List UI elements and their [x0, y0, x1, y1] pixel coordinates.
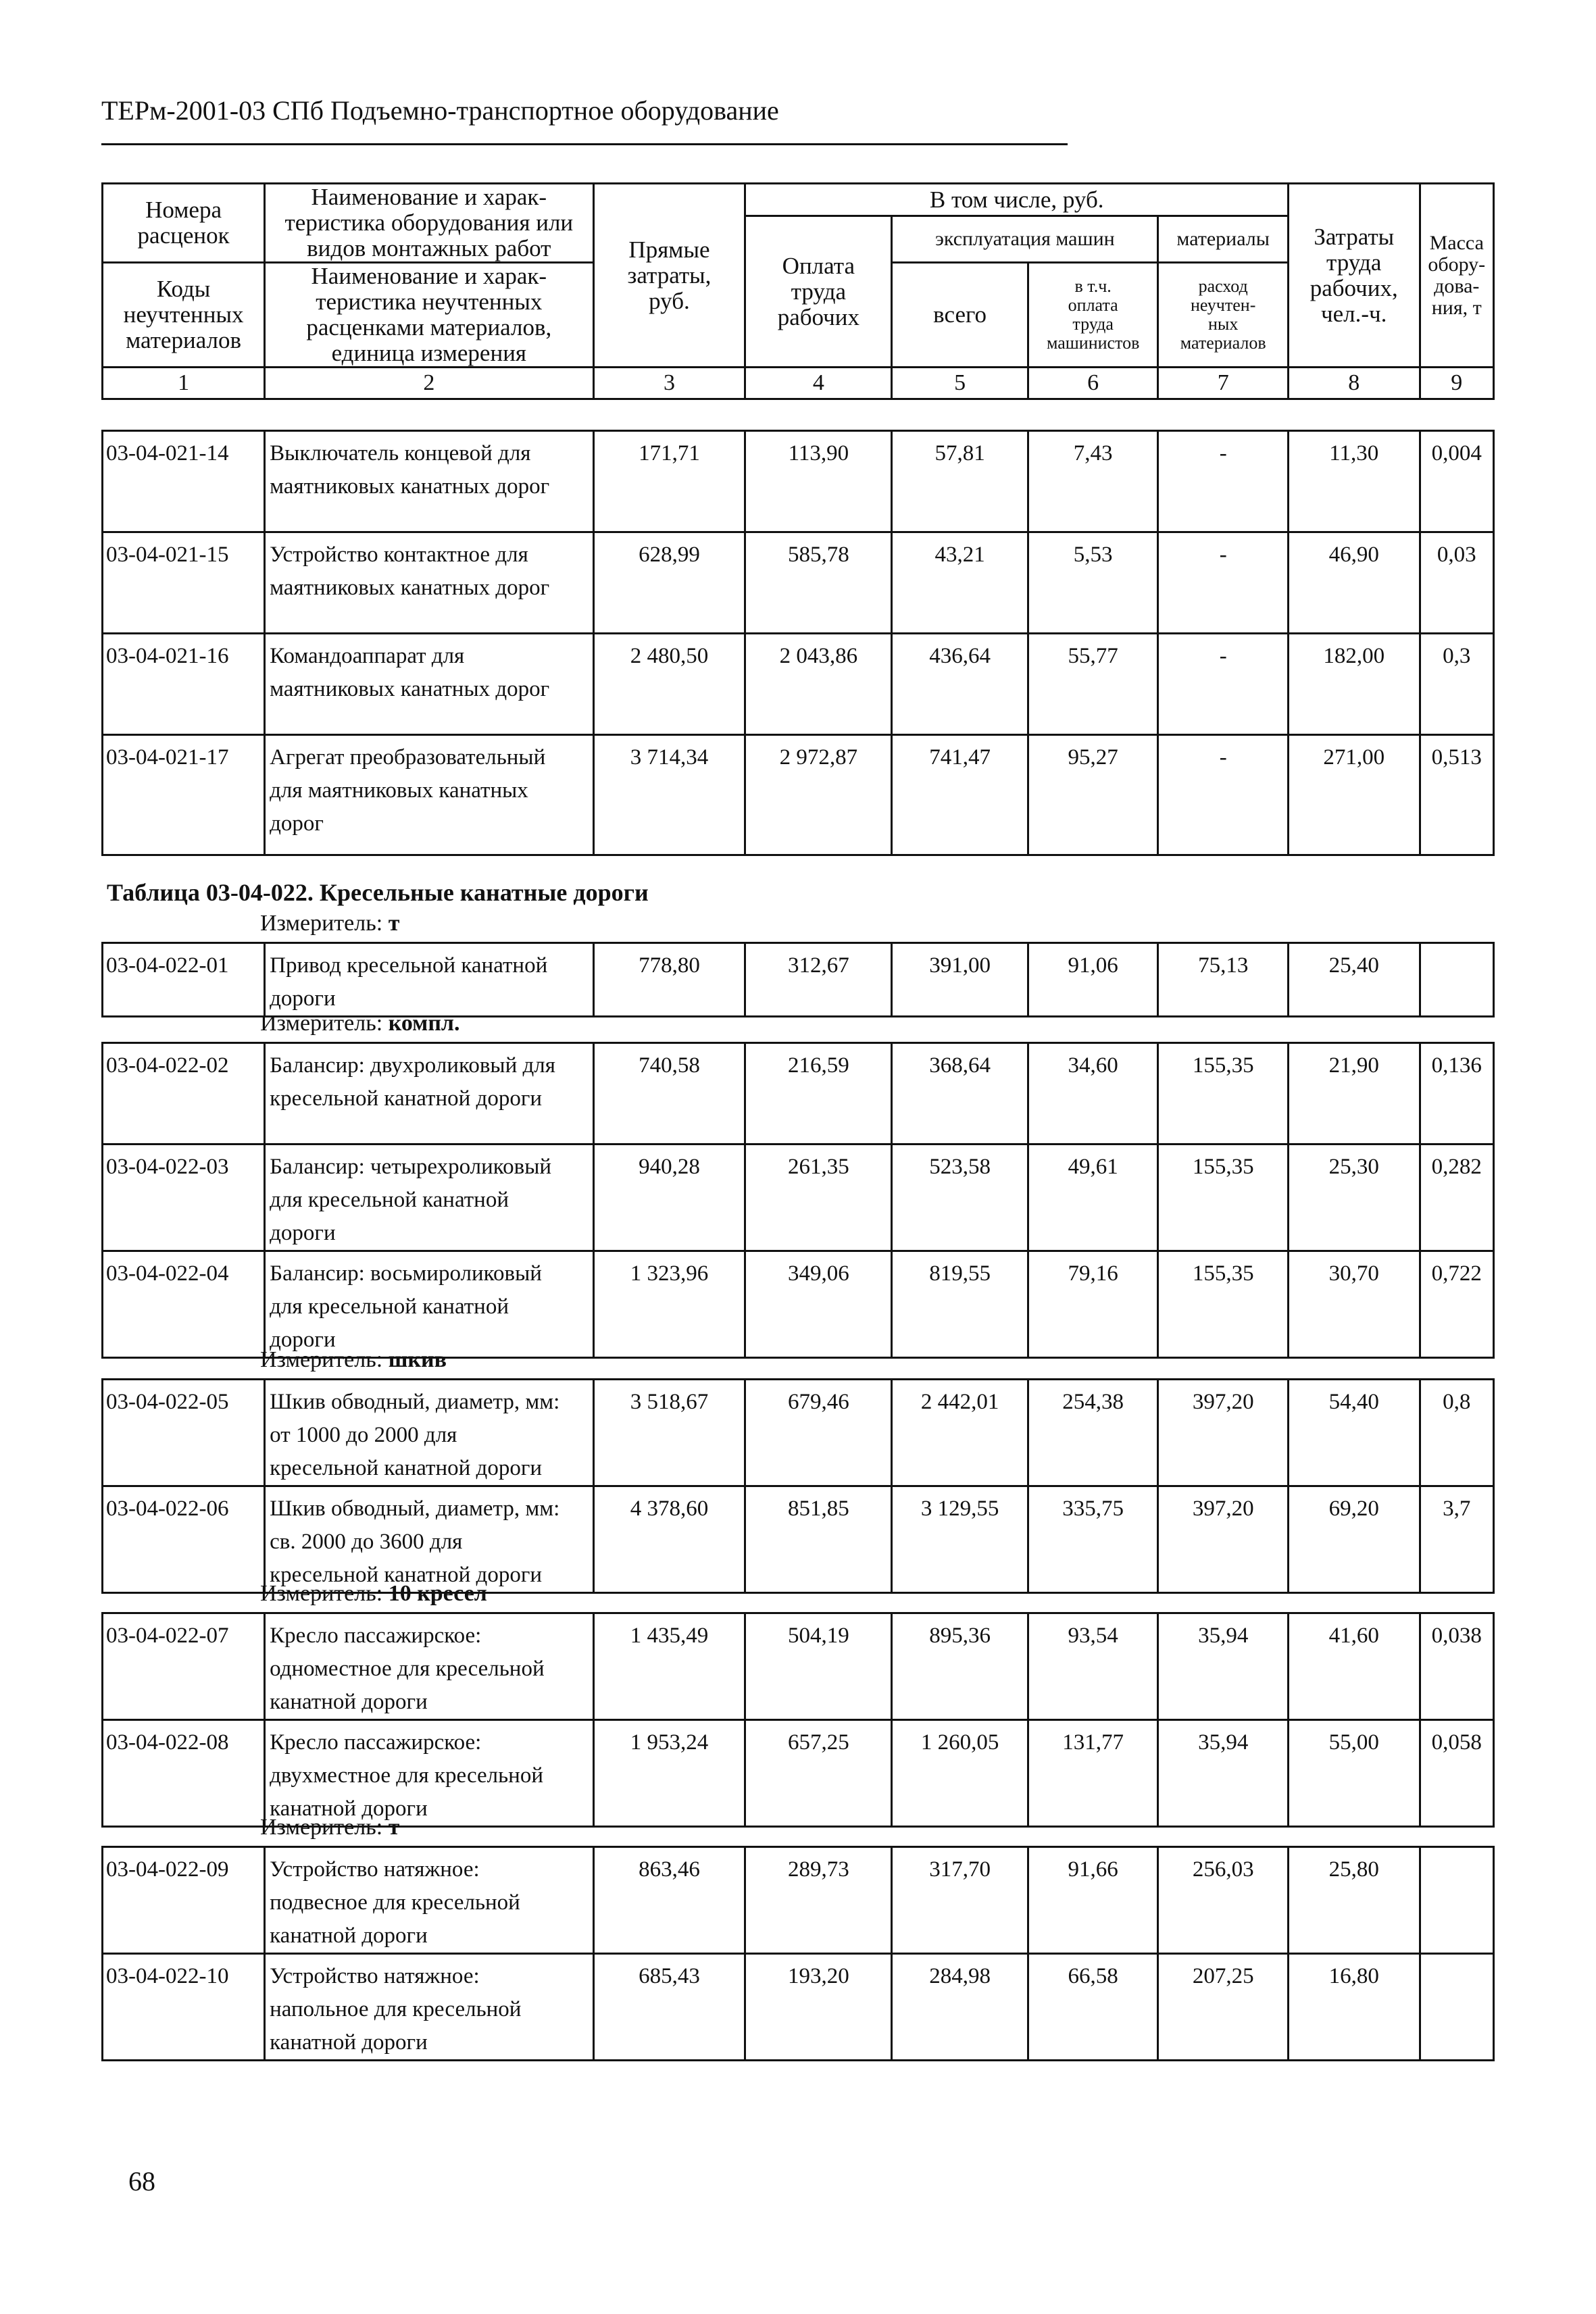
- equipment-mass-cell: 0,513: [1420, 735, 1494, 855]
- table-row: [103, 1954, 1494, 2061]
- machinist-pay-cell: 66,58: [1028, 1954, 1158, 2061]
- rate-name-line: подвесное для кресельной: [270, 1890, 520, 1915]
- header-text-line: Номера: [145, 197, 222, 223]
- materials-cell: 256,03: [1158, 1847, 1289, 1954]
- header-text-line: машинистов: [1046, 333, 1140, 353]
- header-text-line: Наименование и харак-: [311, 263, 547, 289]
- header-text-line: материалов: [126, 327, 242, 353]
- rate-name-line: Шкив обводный, диаметр, мм:: [270, 1390, 560, 1414]
- direct-cost-cell: 1 435,49: [593, 1613, 745, 1720]
- rate-name-cell: [265, 1720, 593, 1827]
- labor-hours-cell: 25,40: [1288, 943, 1420, 1017]
- header-col3: [593, 184, 745, 368]
- table-row: [103, 1720, 1494, 1827]
- rate-name-line: канатной дороги: [270, 1690, 428, 1714]
- header-group-label: В том числе, руб.: [745, 184, 1289, 216]
- header-text-line: Наименование и харак-: [311, 184, 547, 210]
- rate-name-line: дороги: [270, 1328, 336, 1352]
- labor-hours-cell: 271,00: [1288, 735, 1420, 855]
- labor-pay-cell: 679,46: [745, 1380, 892, 1486]
- machines-total-cell: 368,64: [892, 1043, 1028, 1145]
- machines-total-cell: 317,70: [892, 1847, 1028, 1954]
- rate-code-cell: 03-04-022-07: [103, 1613, 265, 1720]
- rate-name-line: канатной дороги: [270, 1923, 428, 1948]
- machines-total-cell: 2 442,01: [892, 1380, 1028, 1486]
- header-number: 8: [1288, 368, 1420, 399]
- direct-cost-cell: 1 953,24: [593, 1720, 745, 1827]
- header-text-line: Масса: [1429, 231, 1484, 254]
- machines-total-cell: 741,47: [892, 735, 1028, 855]
- direct-cost-cell: 3 714,34: [593, 735, 745, 855]
- header-text-line: видов монтажных работ: [307, 235, 551, 261]
- header-text-line: неучтен-: [1191, 295, 1256, 315]
- direct-cost-cell: 4 378,60: [593, 1486, 745, 1593]
- labor-pay-cell: 349,06: [745, 1251, 892, 1358]
- rates-table-021: [101, 430, 1495, 856]
- equipment-mass-cell: 3,7: [1420, 1486, 1494, 1593]
- rates-table-group-t: [101, 942, 1495, 1017]
- header-text-line: материалов: [1180, 333, 1266, 353]
- rate-name-cell: [265, 1145, 593, 1251]
- materials-cell: -: [1158, 634, 1289, 735]
- machines-total-cell: 523,58: [892, 1145, 1028, 1251]
- machinist-pay-cell: 131,77: [1028, 1720, 1158, 1827]
- equipment-mass-cell: 0,8: [1420, 1380, 1494, 1486]
- materials-cell: -: [1158, 735, 1289, 855]
- rate-name-cell: [265, 1847, 593, 1954]
- machines-total-cell: 43,21: [892, 532, 1028, 634]
- header-text-line: затраты,: [627, 261, 712, 288]
- rate-name-line: дороги: [270, 986, 336, 1011]
- machines-total-cell: 436,64: [892, 634, 1028, 735]
- machinist-pay-cell: 254,38: [1028, 1380, 1158, 1486]
- rate-name-line: канатной дороги: [270, 2030, 428, 2055]
- table-row: [103, 1145, 1494, 1251]
- header-text-line: рабочих,: [1310, 274, 1398, 301]
- header-col7: [1158, 263, 1289, 368]
- rate-name-cell: [265, 1380, 593, 1486]
- table-row: [103, 1613, 1494, 1720]
- labor-pay-cell: 113,90: [745, 431, 892, 532]
- header-number: 7: [1158, 368, 1289, 399]
- labor-pay-cell: 2 972,87: [745, 735, 892, 855]
- machines-total-cell: 895,36: [892, 1613, 1028, 1720]
- rates-table-group-shkiv: [101, 1378, 1495, 1594]
- rate-name-line: Агрегат преобразовательный: [270, 745, 546, 770]
- machinist-pay-cell: 91,66: [1028, 1847, 1158, 1954]
- equipment-mass-cell: 0,004: [1420, 431, 1494, 532]
- rate-name-line: Командоаппарат для: [270, 644, 465, 668]
- rate-name-line: Шкив обводный, диаметр, мм:: [270, 1496, 560, 1521]
- rate-name-line: маятниковых канатных дорог: [270, 576, 550, 600]
- table-row: [103, 735, 1494, 855]
- rate-code-cell: 03-04-022-02: [103, 1043, 265, 1145]
- labor-hours-cell: 11,30: [1288, 431, 1420, 532]
- equipment-mass-cell: 0,03: [1420, 532, 1494, 634]
- header-col2-top: [265, 184, 593, 263]
- rate-name-cell: [265, 735, 593, 855]
- table-row: [103, 431, 1494, 532]
- rate-code-cell: 03-04-021-17: [103, 735, 265, 855]
- rate-name-cell: [265, 1954, 593, 2061]
- machines-total-cell: 3 129,55: [892, 1486, 1028, 1593]
- labor-hours-cell: 25,80: [1288, 1847, 1420, 1954]
- labor-pay-cell: 289,73: [745, 1847, 892, 1954]
- header-text-line: расценками материалов,: [306, 314, 552, 341]
- rate-name-line: кресельной канатной дороги: [270, 1563, 543, 1587]
- rate-code-cell: 03-04-021-15: [103, 532, 265, 634]
- equipment-mass-cell: [1420, 1847, 1494, 1954]
- direct-cost-cell: 1 323,96: [593, 1251, 745, 1358]
- labor-pay-cell: 312,67: [745, 943, 892, 1017]
- rate-name-cell: [265, 1613, 593, 1720]
- header-col6: [1028, 263, 1158, 368]
- equipment-mass-cell: 0,282: [1420, 1145, 1494, 1251]
- materials-cell: 397,20: [1158, 1486, 1289, 1593]
- rates-table-group-t2: [101, 1846, 1495, 2061]
- header-col5: всего: [892, 263, 1028, 368]
- rate-name-line: Привод кресельной канатной: [270, 953, 548, 978]
- header-text-line: рабочих: [777, 303, 859, 330]
- table-row: [103, 1847, 1494, 1954]
- header-rule: [101, 143, 1068, 145]
- unit-label: Измеритель: 10 кресел: [260, 1581, 487, 1606]
- header-machines-label: эксплуатация машин: [892, 216, 1158, 263]
- rate-name-line: дорог: [270, 811, 324, 836]
- machines-total-cell: 819,55: [892, 1251, 1028, 1358]
- header-col1-bottom: [103, 263, 265, 368]
- rate-name-line: Балансир: восьмироликовый: [270, 1261, 542, 1286]
- materials-cell: 155,35: [1158, 1251, 1289, 1358]
- unit-label: Измеритель: компл.: [260, 1011, 460, 1036]
- rate-code-cell: 03-04-021-16: [103, 634, 265, 735]
- header-text-line: обору-: [1428, 253, 1486, 276]
- header-text-line: теристика оборудования или: [284, 209, 574, 236]
- table-row: [103, 532, 1494, 634]
- table-row: [103, 1486, 1494, 1593]
- labor-pay-cell: 504,19: [745, 1613, 892, 1720]
- rate-code-cell: 03-04-022-06: [103, 1486, 265, 1593]
- header-number: 9: [1420, 368, 1494, 399]
- table-row: [103, 1251, 1494, 1358]
- header-text-line: расход: [1198, 276, 1248, 296]
- machinist-pay-cell: 93,54: [1028, 1613, 1158, 1720]
- labor-pay-cell: 657,25: [745, 1720, 892, 1827]
- labor-hours-cell: 46,90: [1288, 532, 1420, 634]
- page-number: 68: [128, 2166, 155, 2196]
- header-number-row: [103, 368, 1494, 399]
- table-row: [103, 634, 1494, 735]
- header-col9: [1420, 184, 1494, 368]
- header-text-line: расценок: [137, 222, 230, 249]
- table-header: [101, 182, 1495, 400]
- labor-pay-cell: 193,20: [745, 1954, 892, 2061]
- labor-hours-cell: 41,60: [1288, 1613, 1420, 1720]
- rate-code-cell: 03-04-022-10: [103, 1954, 265, 2061]
- header-col4: [745, 216, 892, 368]
- materials-cell: -: [1158, 431, 1289, 532]
- rate-name-line: от 1000 до 2000 для: [270, 1423, 457, 1447]
- materials-cell: 35,94: [1158, 1613, 1289, 1720]
- equipment-mass-cell: 0,722: [1420, 1251, 1494, 1358]
- rate-code-cell: 03-04-022-01: [103, 943, 265, 1017]
- machines-total-cell: 284,98: [892, 1954, 1028, 2061]
- machinist-pay-cell: 79,16: [1028, 1251, 1158, 1358]
- equipment-mass-cell: 0,136: [1420, 1043, 1494, 1145]
- machinist-pay-cell: 7,43: [1028, 431, 1158, 532]
- materials-cell: 397,20: [1158, 1380, 1289, 1486]
- header-text-line: труда: [1326, 249, 1382, 276]
- rate-name-line: Устройство контактное для: [270, 543, 528, 567]
- rate-name-line: Кресло пассажирское:: [270, 1624, 482, 1648]
- table-row: [103, 1380, 1494, 1486]
- materials-cell: 35,94: [1158, 1720, 1289, 1827]
- labor-pay-cell: 216,59: [745, 1043, 892, 1145]
- header-text-line: руб.: [649, 287, 690, 314]
- rates-table-group-kresel: [101, 1612, 1495, 1828]
- machines-total-cell: 391,00: [892, 943, 1028, 1017]
- machines-total-cell: 57,81: [892, 431, 1028, 532]
- rate-name-line: Кресло пассажирское:: [270, 1730, 482, 1755]
- rate-name-cell: [265, 634, 593, 735]
- header-text-line: Коды: [156, 276, 211, 302]
- table-row: [103, 1043, 1494, 1145]
- rate-name-cell: [265, 431, 593, 532]
- machinist-pay-cell: 49,61: [1028, 1145, 1158, 1251]
- materials-cell: 207,25: [1158, 1954, 1289, 2061]
- header-text-line: оплата: [1068, 295, 1118, 315]
- rate-name-line: маятниковых канатных дорог: [270, 677, 550, 701]
- labor-hours-cell: 16,80: [1288, 1954, 1420, 2061]
- header-number: 1: [103, 368, 265, 399]
- header-text-line: Оплата: [782, 252, 855, 279]
- direct-cost-cell: 171,71: [593, 431, 745, 532]
- header-number: 6: [1028, 368, 1158, 399]
- header-materials-label: материалы: [1158, 216, 1289, 263]
- direct-cost-cell: 863,46: [593, 1847, 745, 1954]
- header-text-line: ных: [1207, 314, 1239, 334]
- labor-pay-cell: 851,85: [745, 1486, 892, 1593]
- rate-name-line: Балансир: двухроликовый для: [270, 1053, 555, 1078]
- rate-name-line: св. 2000 до 3600 для: [270, 1530, 463, 1554]
- direct-cost-cell: 685,43: [593, 1954, 745, 2061]
- direct-cost-cell: 940,28: [593, 1145, 745, 1251]
- materials-cell: -: [1158, 532, 1289, 634]
- rate-name-line: кресельной канатной дороги: [270, 1456, 543, 1480]
- header-text-line: теристика неучтенных: [316, 288, 543, 315]
- equipment-mass-cell: [1420, 943, 1494, 1017]
- machinist-pay-cell: 91,06: [1028, 943, 1158, 1017]
- table-caption: Таблица 03-04-022. Кресельные канатные дороги: [107, 879, 649, 906]
- materials-cell: 155,35: [1158, 1043, 1289, 1145]
- materials-cell: 155,35: [1158, 1145, 1289, 1251]
- header-text-line: в т.ч.: [1074, 276, 1112, 296]
- labor-pay-cell: 261,35: [745, 1145, 892, 1251]
- rate-code-cell: 03-04-022-08: [103, 1720, 265, 1827]
- header-text-line: дова-: [1434, 274, 1480, 297]
- machinist-pay-cell: 55,77: [1028, 634, 1158, 735]
- running-header: ТЕРм-2001-03 СПб Подъемно-транспортное оборудование: [101, 95, 779, 126]
- rate-name-line: Выключатель концевой для: [270, 441, 531, 466]
- labor-hours-cell: 55,00: [1288, 1720, 1420, 1827]
- rate-name-cell: [265, 1486, 593, 1593]
- labor-hours-cell: 54,40: [1288, 1380, 1420, 1486]
- header-text-line: ния, т: [1431, 296, 1482, 319]
- header-text-line: Затраты: [1314, 223, 1395, 250]
- equipment-mass-cell: [1420, 1954, 1494, 2061]
- header-text-line: неучтенных: [123, 301, 244, 328]
- unit-label: Измеритель: т: [260, 911, 400, 936]
- header-text-line: труда: [1072, 314, 1114, 334]
- header-text-line: Прямые: [628, 236, 710, 263]
- table-row: [103, 943, 1494, 1017]
- unit-label: Измеритель: т: [260, 1815, 400, 1840]
- rate-name-cell: [265, 943, 593, 1017]
- labor-pay-cell: 2 043,86: [745, 634, 892, 735]
- header-number: 3: [593, 368, 745, 399]
- materials-cell: 75,13: [1158, 943, 1289, 1017]
- rate-code-cell: 03-04-021-14: [103, 431, 265, 532]
- rate-name-line: дороги: [270, 1221, 336, 1245]
- labor-hours-cell: 25,30: [1288, 1145, 1420, 1251]
- machines-total-cell: 1 260,05: [892, 1720, 1028, 1827]
- rate-name-line: для кресельной канатной: [270, 1294, 509, 1319]
- rate-name-line: Балансир: четырехроликовый: [270, 1155, 552, 1179]
- machinist-pay-cell: 95,27: [1028, 735, 1158, 855]
- labor-pay-cell: 585,78: [745, 532, 892, 634]
- header-text-line: единица измерения: [331, 340, 527, 366]
- direct-cost-cell: 3 518,67: [593, 1380, 745, 1486]
- machinist-pay-cell: 335,75: [1028, 1486, 1158, 1593]
- direct-cost-cell: 628,99: [593, 532, 745, 634]
- rate-name-cell: [265, 532, 593, 634]
- equipment-mass-cell: 0,038: [1420, 1613, 1494, 1720]
- machinist-pay-cell: 34,60: [1028, 1043, 1158, 1145]
- labor-hours-cell: 69,20: [1288, 1486, 1420, 1593]
- header-col2-bottom: [265, 263, 593, 368]
- direct-cost-cell: 740,58: [593, 1043, 745, 1145]
- rate-name-line: Устройство натяжное:: [270, 1964, 480, 1988]
- header-number: 4: [745, 368, 892, 399]
- rate-name-cell: [265, 1043, 593, 1145]
- rate-name-line: канатной дороги: [270, 1796, 428, 1821]
- rate-name-line: маятниковых канатных дорог: [270, 474, 550, 499]
- labor-hours-cell: 21,90: [1288, 1043, 1420, 1145]
- rate-name-line: напольное для кресельной: [270, 1997, 522, 2021]
- rate-code-cell: 03-04-022-05: [103, 1380, 265, 1486]
- header-col8: [1288, 184, 1420, 368]
- header-number: 2: [265, 368, 593, 399]
- rate-code-cell: 03-04-022-04: [103, 1251, 265, 1358]
- rate-name-line: одноместное для кресельной: [270, 1657, 545, 1681]
- rates-table-group-kompl: [101, 1042, 1495, 1359]
- rate-name-cell: [265, 1251, 593, 1358]
- labor-hours-cell: 30,70: [1288, 1251, 1420, 1358]
- rate-name-line: двухместное для кресельной: [270, 1763, 543, 1788]
- header-number: 5: [892, 368, 1028, 399]
- direct-cost-cell: 778,80: [593, 943, 745, 1017]
- header-text-line: чел.-ч.: [1321, 300, 1387, 327]
- equipment-mass-cell: 0,3: [1420, 634, 1494, 735]
- header-col1-top: [103, 184, 265, 263]
- machinist-pay-cell: 5,53: [1028, 532, 1158, 634]
- header-text-line: труда: [791, 278, 847, 305]
- unit-label: Измеритель: шкив: [260, 1347, 447, 1372]
- equipment-mass-cell: 0,058: [1420, 1720, 1494, 1827]
- rate-name-line: кресельной канатной дороги: [270, 1086, 543, 1111]
- rate-code-cell: 03-04-022-03: [103, 1145, 265, 1251]
- rate-name-line: Устройство натяжное:: [270, 1857, 480, 1882]
- direct-cost-cell: 2 480,50: [593, 634, 745, 735]
- rate-name-line: для маятниковых канатных: [270, 778, 528, 803]
- rate-code-cell: 03-04-022-09: [103, 1847, 265, 1954]
- rate-name-line: для кресельной канатной: [270, 1188, 509, 1212]
- labor-hours-cell: 182,00: [1288, 634, 1420, 735]
